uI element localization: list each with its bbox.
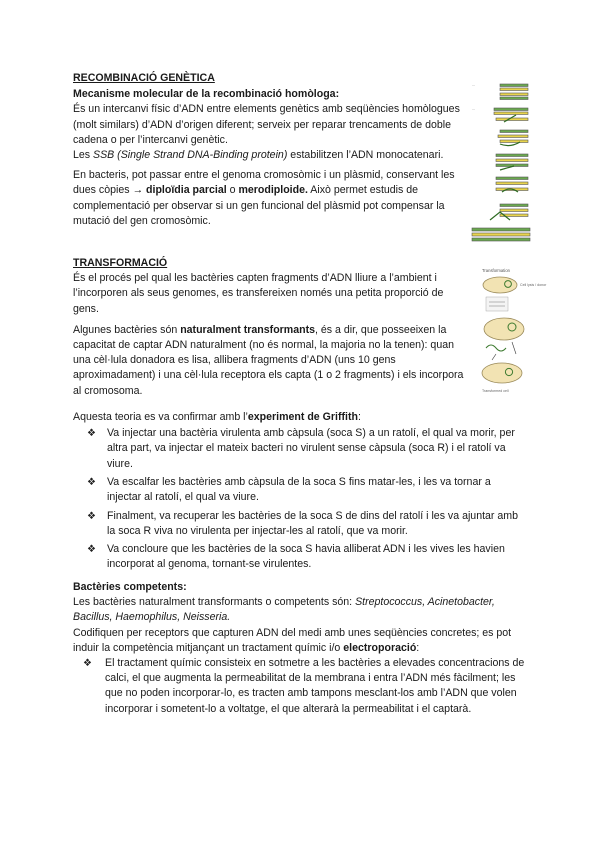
transformation-section [73,256,465,399]
recombination-section [73,71,473,229]
text-span: En bacteris, pot passar entre el genoma cromosòmic i un plàsmid, conservant les dues còpies → [73,169,455,197]
text-span: , és a dir, que posseeixen la capacitat de captar ADN naturalment (no és normal, la majoria no la tenen): quan una cèl·lula donadora es lisa, allibera fragments d’ADN (uns 10 gens aproximadament) i una cèl·lula receptora els capta (1 o 2 fragments) i els incorpora al cromosoma. [73,323,464,397]
bullet-text: Va injectar una bactèria virulenta amb càpsula (soca S) a un ratolí, el qual va morir, per altra part, va injectar el mateix bacteri no virulent sense càpsula (soca R) i el ratolí va viure. [107,427,515,470]
competent-paragraph-1 [73,595,525,625]
text-span: : [416,641,420,654]
text-span: Aquesta teoria es va confirmar amb l’ [73,411,248,423]
competent-bacteria-section [73,580,525,720]
griffith-intro [73,410,523,425]
bullet-icon: ❖ [87,510,96,522]
recombination-figure [470,82,532,244]
term-diploidia: diploïdia parcial [146,184,227,197]
transformation-figure-title: Transformation [482,268,511,273]
text-span: Algunes bactèries són [73,323,181,336]
text-span: Les bactèries naturalment transformants o competents són: [73,596,356,609]
transformation-figure [476,266,556,398]
competent-paragraph-2 [73,626,525,656]
text-span: : [357,411,361,423]
bullet-icon: ❖ [83,658,92,670]
bullet-text: Finalment, va recuperar les bactèries de la soca S de dins del ratolí i les va ajuntar amb la soca R viva no virulenta per injectar-les al ratolí, que va morir. [107,509,519,537]
transformation-title: TRANSFORMACIÓ [73,257,168,269]
bullet-text: Va escalfar les bactèries amb càpsula de la soca S fins matar-les, i les va tornar a injectar al ratolí, el qual va viure. [107,476,491,504]
recombination-paragraph-3 [73,168,473,229]
term-naturally-transformant: naturalment transformants [180,323,315,336]
transformation-diagram [476,266,556,398]
competent-title: Bactèries competents: [73,581,187,593]
bullet-text: El tractament químic consisteix en sotmetre a les bactèries a elevades concentracions de calci, el que augmenta la permeabilitat de la membrana i entra l’ADN més fàcilment; les que no poden incorporar-lo, es tracten amb tampons mesclant-los amb l’ADN que volen incorporar i sometent-lo a voltatge, el que alterarà la permeabilitat i el captarà. [105,657,525,715]
list-item [73,475,523,505]
transformation-label-2: Transformed cell [482,389,509,393]
text-span: Les [73,149,94,162]
transformation-label-1: Cell lysis / donor [520,283,547,287]
term-electroporation: electroporació [343,641,417,654]
label-mark: — [472,107,475,111]
text-span: Això permet estudis de complementació per observar si un gen funcional del plàsmid pot compensar la mutació del gen cromosòmic. [73,184,445,227]
ssb-term: SSB (Single Strand DNA-Binding protein) [93,149,288,162]
transformation-paragraph-2 [73,323,465,399]
griffith-section [73,410,523,576]
term-griffith: experiment de Griffith [247,411,358,423]
recombination-paragraph-2 [73,148,473,163]
label-mark: — [472,83,475,87]
text-span: estabilitzen l’ADN monocatenari. [287,149,444,162]
bullet-icon: ❖ [87,428,96,440]
bullet-icon: ❖ [87,477,96,488]
recombination-diagram [470,82,532,244]
transformation-paragraph-1: És el procés pel qual les bactèries capten fragments d’ADN lliure a l’ambient i l’incorporen als seus genomes, es transfereixen només una petita proporció de gens. [73,272,444,315]
species-list: Streptococcus, Acinetobacter, Bacillus, Haemophilus, Neisseria. [73,596,495,624]
competent-bullet-list [73,656,525,717]
text-span: o [226,184,239,197]
list-item [73,656,525,717]
bullet-icon: ❖ [87,544,96,556]
griffith-bullet-list [73,426,523,572]
recombination-subtitle: Mecanisme molecular de la recombinació homòloga: [73,88,340,101]
term-merodiploide: merodiploide. [238,184,308,197]
list-item [73,509,523,539]
text-span: Codifiquen per receptors que capturen ADN del medi amb unes seqüències concretes; es pot induir la competència mitjançant un tractament químic i/o [73,626,512,654]
list-item [73,542,523,572]
list-item [73,426,523,472]
recombination-paragraph-1: És un intercanvi físic d’ADN entre elements genètics amb seqüències homòlogues (molt similars) d’ADN d’origen diferent; serveix per reparar trencaments de doble cadena o per l’intercanvi genètic. [73,103,460,146]
bullet-text: Va concloure que les bactèries de la soca S havia alliberat ADN i les vives les havien incorporat al genoma, tornant-se virulentes. [107,543,505,571]
recombination-title: RECOMBINACIÓ GENÈTICA [73,72,215,84]
